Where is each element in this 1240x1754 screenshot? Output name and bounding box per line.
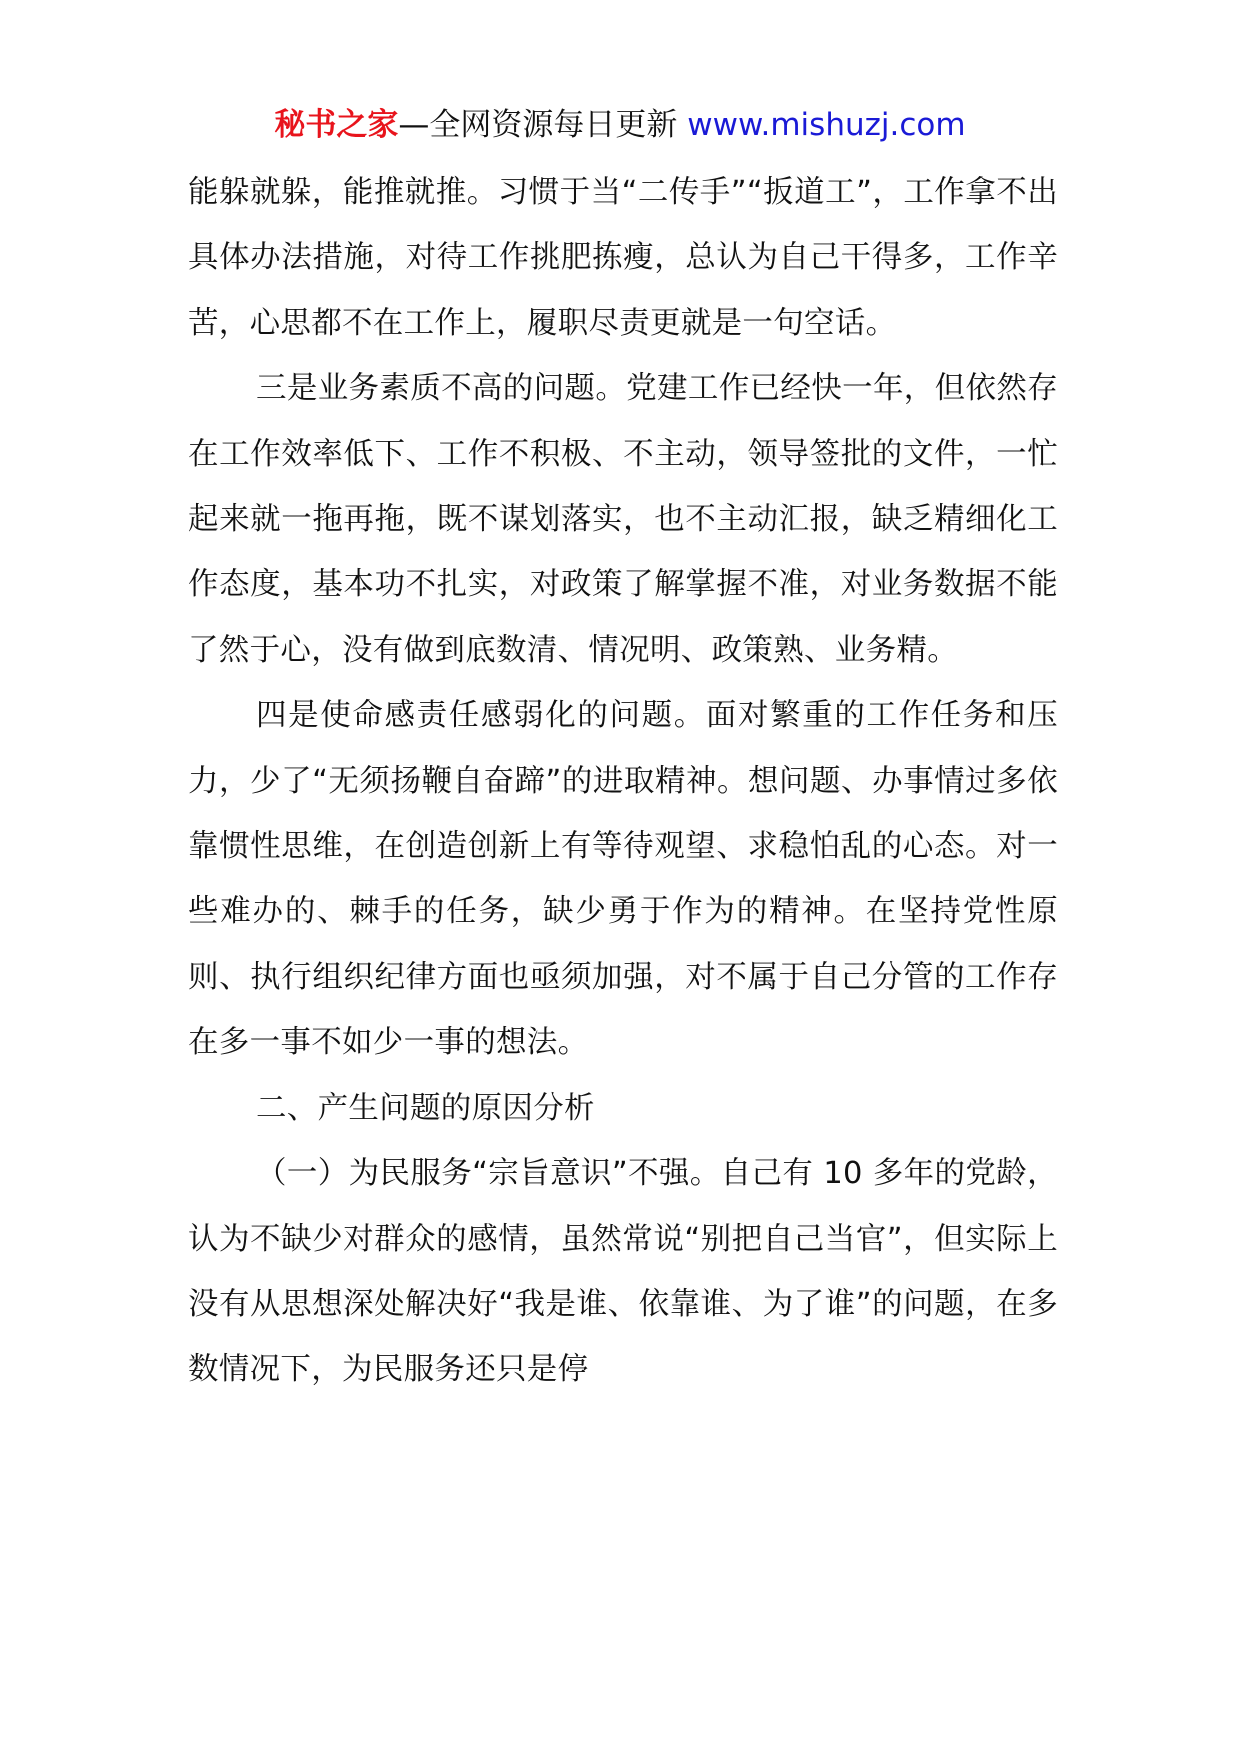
document-body [188, 160, 1058, 1403]
site-url-link[interactable]: www.mishuzj.com [687, 107, 966, 143]
paragraph-continuation: 能躲就躲，能推就推。习惯于当“二传手”“扳道工”，工作拿不出具体办法措施，对待工作挑肥拣瘦，总认为自己干得多，工作辛苦，心思都不在工作上，履职尽责更就是一句空话。 [188, 175, 1058, 341]
page-header [0, 98, 1240, 152]
paragraph-issue-three: 三是业务素质不高的问题。党建工作已经快一年，但依然存在工作效率低下、工作不积极、不主动，领导签批的文件，一忙起来就一拖再拖，既不谋划落实，也不主动汇报，缺乏精细化工作态度，基本功不扎实，对政策了解掌握不准，对业务数据不能了然于心，没有做到底数清、情况明、政策熟、业务精。 [188, 371, 1058, 668]
paragraph-issue-four: 四是使命感责任感弱化的问题。面对繁重的工作任务和压力，少了“无须扬鞭自奋蹄”的进取精神。想问题、办事情过多依靠惯性思维，在创造创新上有等待观望、求稳怕乱的心态。对一些难办的、棘手的任务，缺少勇于作为的精神。在坚持党性原则、执行组织纪律方面也亟须加强，对不属于自己分管的工作存在多一事不如少一事的想法。 [188, 698, 1058, 1061]
paragraph-cause-one: （一）为民服务“宗旨意识”不强。自己有 10 多年的党龄，认为不缺少对群众的感情，虽然常说“别把自己当官”，但实际上没有从思想深处解决好“我是谁、依靠谁、为了谁”的问题，在多数情况下，为民服务还只是停 [188, 1156, 1058, 1388]
brand-name: 秘书之家 [274, 107, 399, 143]
header-tagline: —全网资源每日更新 [398, 107, 678, 143]
section-heading-cause-analysis: 二、产生问题的原因分析 [256, 1090, 595, 1126]
